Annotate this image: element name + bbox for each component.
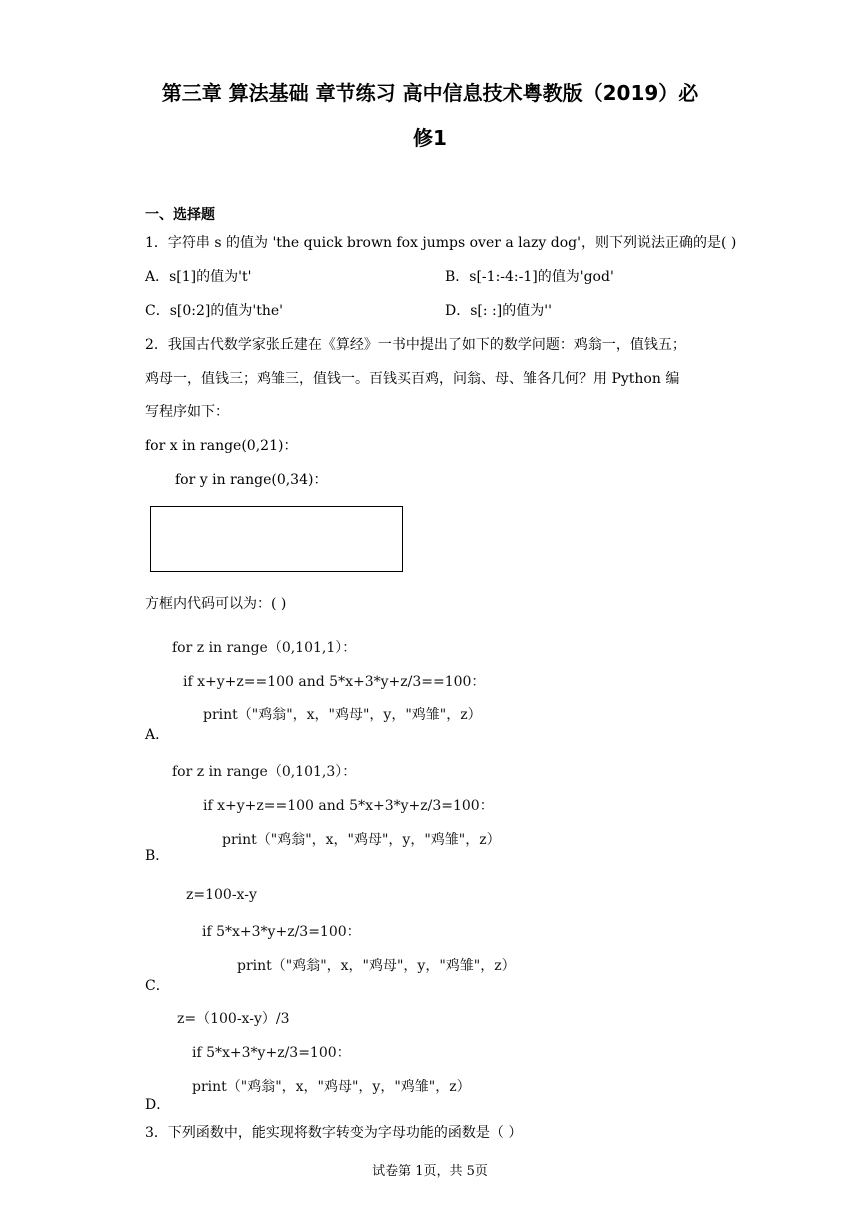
section-heading: 一、选择题 [145,207,215,223]
q2-c-code-line3: print（"鸡翁"，x，"鸡母"，y，"鸡雏"，z） [237,958,516,974]
q2-a-code-line2: if x+y+z==100 and 5*x+3*y+z/3==100： [183,674,486,690]
q2-stem-line1: 2．我国古代数学家张丘建在《算经》一书中提出了如下的数学问题：鸡翁一，值钱五； [145,337,686,353]
page-title-continued: 修1 [413,126,447,150]
q2-prompt: 方框内代码可以为：( ) [145,596,287,612]
q2-b-code-line2: if x+y+z==100 and 5*x+3*y+z/3=100： [203,798,494,814]
q1-option-c: C．s[0:2]的值为'the' [145,303,283,319]
q1-option-b: B．s[-1:-4:-1]的值为'god' [445,269,614,285]
q2-b-code-line1: for z in range（0,101,3）： [172,764,357,780]
q2-d-code-line3: print（"鸡翁"，x，"鸡母"，y，"鸡雏"，z） [192,1079,471,1095]
answer-blank-box [150,506,403,572]
q2-stem-line3: 写程序如下： [145,404,229,420]
q2-c-code-line2: if 5*x+3*y+z/3=100： [202,924,361,940]
q2-a-code-line3: print（"鸡翁"，x，"鸡母"，y，"鸡雏"，z） [203,707,482,723]
q2-d-code-line2: if 5*x+3*y+z/3=100： [192,1045,351,1061]
q2-stem-line2: 鸡母一，值钱三；鸡雏三，值钱一。百钱买百鸡，问翁、母、雏各几何？用 Python 编 [145,371,680,387]
q2-option-a-label: A． [145,727,170,743]
q2-code-line1: for x in range(0,21)： [145,438,298,454]
q1-stem: 1．字符串 s 的值为 'the quick brown fox jumps over a lazy dog'，则下列说法正确的是( ) [145,235,737,251]
q2-c-code-line1: z=100-x-y [186,887,257,903]
q2-a-code-line1: for z in range（0,101,1）： [172,640,357,656]
q2-option-b-label: B． [145,848,170,864]
q3-stem: 3．下列函数中，能实现将数字转变为字母功能的函数是（ ） [145,1125,523,1141]
q2-d-code-line1: z=（100-x-y）/3 [177,1011,290,1027]
page-footer: 试卷第 1页，共 5页 [372,1164,488,1179]
page-title: 第三章 算法基础 章节练习 高中信息技术粤教版（2019）必 [161,81,699,105]
q2-option-c-label: C． [145,978,170,994]
q2-option-d-label: D． [145,1097,171,1113]
q2-b-code-line3: print（"鸡翁"，x，"鸡母"，y，"鸡雏"，z） [222,832,501,848]
q2-code-line2: for y in range(0,34)： [175,472,328,488]
q1-option-d: D．s[: :]的值为'' [445,303,552,319]
q1-option-a: A．s[1]的值为't' [145,269,252,285]
